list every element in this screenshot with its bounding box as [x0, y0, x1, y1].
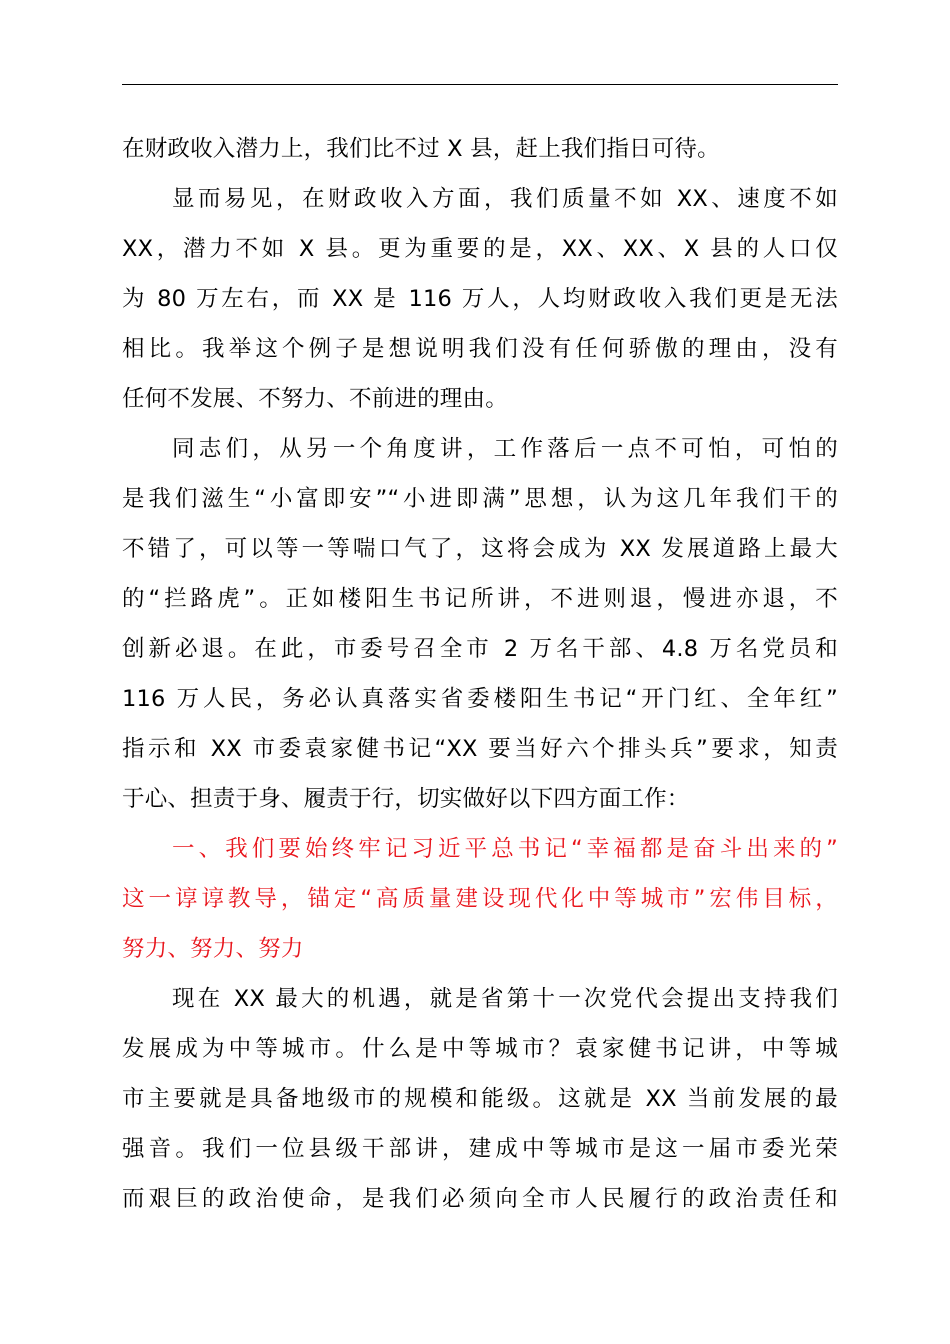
paragraph-line: 于心、担责于身、履责于行，切实做好以下四方面工作：	[122, 786, 690, 812]
paragraph-line: 为 80 万左右，而 XX 是 116 万人，人均财政收入我们更是无法	[122, 286, 838, 312]
paragraph-line: 不错了，可以等一等喘口气了，这将会成为 XX 发展道路上最大	[122, 536, 838, 562]
paragraph-line: 创新必退。在此，市委号召全市 2 万名干部、4.8 万名党员和	[122, 636, 838, 662]
paragraph-line: 现在 XX 最大的机遇，就是省第十一次党代会提出支持我们	[172, 986, 838, 1012]
paragraph-line: 而艰巨的政治使命，是我们必须向全市人民履行的政治责任和	[122, 1186, 838, 1212]
paragraph-line: 同志们，从另一个角度讲，工作落后一点不可怕，可怕的	[172, 436, 838, 462]
paragraph-line: 市主要就是具备地级市的规模和能级。这就是 XX 当前发展的最	[122, 1086, 838, 1112]
header-rule	[122, 84, 838, 85]
paragraph-line: 发展成为中等城市。什么是中等城市？袁家健书记讲，中等城	[122, 1036, 838, 1062]
paragraph-line: 116 万人民，务必认真落实省委楼阳生书记“开门红、全年红”	[122, 686, 838, 712]
paragraph-line: 强音。我们一位县级干部讲，建成中等城市是这一届市委光荣	[122, 1136, 838, 1162]
paragraph-line: 相比。我举这个例子是想说明我们没有任何骄傲的理由，没有	[122, 336, 838, 362]
paragraph-line: 是我们滋生“小富即安”“小进即满”思想，认为这几年我们干的	[122, 486, 838, 512]
paragraph-line: 显而易见，在财政收入方面，我们质量不如 XX、速度不如	[172, 186, 838, 212]
paragraph-line: XX，潜力不如 X 县。更为重要的是，XX、XX、X 县的人口仅	[122, 236, 838, 262]
paragraph-line: 任何不发展、不努力、不前进的理由。	[122, 386, 508, 412]
paragraph-line: 指示和 XX 市委袁家健书记“XX 要当好六个排头兵”要求，知责	[122, 736, 838, 762]
section-heading-line: 努力、努力、努力	[122, 936, 304, 962]
paragraph-line: 在财政收入潜力上，我们比不过 X 县，赶上我们指日可待。	[122, 136, 720, 162]
paragraph-line: 的“拦路虎”。正如楼阳生书记所讲，不进则退，慢进亦退，不	[122, 586, 838, 612]
section-heading-line: 这一谆谆教导，锚定“高质量建设现代化中等城市”宏伟目标，	[122, 886, 838, 912]
section-heading-line: 一、我们要始终牢记习近平总书记“幸福都是奋斗出来的”	[172, 836, 838, 862]
